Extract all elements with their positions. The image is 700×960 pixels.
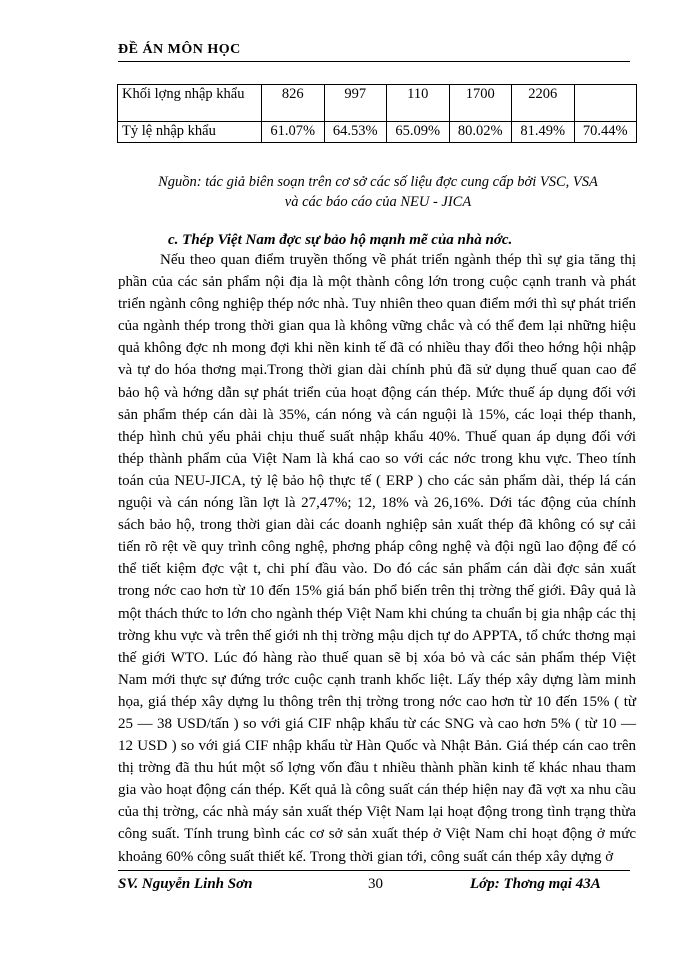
footer-divider — [118, 870, 630, 871]
table-cell: 80.02% — [449, 122, 512, 143]
import-data-table — [117, 84, 637, 143]
table-cell: 997 — [324, 85, 387, 122]
source-line: và các báo cáo của NEU - JICA — [284, 194, 472, 210]
source-line: Nguồn: tác giả biên soạn trên cơ sở các số liệu đợc cung cấp bởi VSC, VSA — [158, 174, 598, 190]
table-row — [118, 122, 637, 143]
header-divider — [118, 61, 630, 62]
table-cell: 826 — [262, 85, 325, 122]
body-paragraph: Nếu theo quan điểm truyền thống về phát triển ngành thép thì sự gia tăng thị phần của các sản phẩm nội địa là một thành công lớn trong cuộc cạnh tranh và phát triển ngành công nghiệp thép nớc nhà. Tuy nhiên theo quan điểm mới thì sự phát triển của ngành thép trong thời gian qua là không vững chắc và có thể đem lại những hiệu quả không đợc nh mong đợi khi nền kinh tế đã có nhiều thay đổi theo hớng hội nhập và tự do hóa thơng mại.Trong thời gian dài chính phủ đã sử dụng thuế quan cao để bảo hộ và hớng dẫn sự phát triển của hoạt động cán thép. Mức thuế áp dụng đối với sản phẩm thép cán dài là 35%, cán nóng và cán nguội là 15%, các loại thép thanh, thép hình chủ yếu phải chịu thuế suất nhập khẩu 40%. Thuế quan áp dụng đối với thép thành phẩm của Việt Nam là khá cao so với các nớc trong khu vực. Theo tính toán của NEU-JICA, tỷ lệ bảo hộ thực tế ( ERP ) cho các sản phẩm dài, thép lá cán nguội và cán nóng lần lợt là 27,47%; 12, 18% và 26,16%. Dới tác động của chính sách bảo hộ, trong thời gian dài các doanh nghiệp sản xuất thép đã không có sự cải tiến rõ rệt về quy trình công nghệ, phơng pháp công nghệ và đội ngũ lao động để có thể tiết kiệm đợc vật t, chi phí đầu vào. Do đó các sản phẩm cán dài đợc sản xuất trong nớc cao hơn từ 10 đến 15% giá bán phổ biến trên thị trờng thế giới. Đây quả là một thách thức to lớn cho ngành thép Việt Nam khi chúng ta chuẩn bị gia nhập các thị trờng khu vực và trên thế giới nh thị trờng mậu dịch tự do APPTA, tổ chức thơng mại thế giới WTO. Lúc đó hàng rào thuế quan sẽ bị xóa bỏ và các sản phẩm thép Việt Nam mới thực sự đứng trớc cuộc cạnh tranh khốc liệt. Lấy thép xây dựng làm minh họa, giá thép xây dựng lu thông trên thị trờng trong nớc cao hơn từ 10 đến 15% ( từ 25 — 38 USD/tấn ) so với giá CIF nhập khẩu từ các SNG và cao hơn 5% ( từ 10 — 12 USD ) so với giá CIF nhập khẩu từ Hàn Quốc và Nhật Bản. Giá thép cán cao trên thị trờng đã thu hút một số lợng vốn đầu t nhiều thành phần kinh tế khác nhau tham gia vào hoạt động cán thép. Kết quả là công suất cán thép hiện nay đã vợt xa nhu cầu của thị trờng, các nhà máy sản xuất thép Việt Nam lại hoạt động trong tình trạng thừa công suất. Tính trung bình các cơ sở sản xuất thép ở Việt Nam chỉ hoạt động ở mức khoảng 60% công suất thiết kế. Trong thời gian tới, công suất cán thép xây dựng ở — [118, 252, 636, 865]
table-cell: 64.53% — [324, 122, 387, 143]
row-label: Tỷ lệ nhập khẩu — [118, 122, 262, 143]
row-label: Khối lợng nhập khẩu — [118, 85, 262, 122]
table-cell: 110 — [387, 85, 450, 122]
table-cell — [574, 85, 637, 122]
table-cell: 1700 — [449, 85, 512, 122]
table-row — [118, 85, 637, 122]
document-header: ĐỀ ÁN MÔN HỌC — [118, 42, 241, 57]
table-cell: 65.09% — [387, 122, 450, 143]
table-cell: 81.49% — [512, 122, 575, 143]
table-cell: 2206 — [512, 85, 575, 122]
page-number: 30 — [368, 876, 383, 892]
body-text — [118, 249, 636, 868]
table-cell: 61.07% — [262, 122, 325, 143]
table-cell: 70.44% — [574, 122, 637, 143]
footer-student: SV. Nguyễn Linh Sơn — [118, 876, 253, 892]
footer-class: Lớp: Thơng mại 43A — [470, 876, 601, 892]
source-note — [118, 172, 638, 212]
section-heading: c. Thép Việt Nam đợc sự bảo hộ mạnh mẽ của nhà nớc. — [168, 232, 513, 248]
